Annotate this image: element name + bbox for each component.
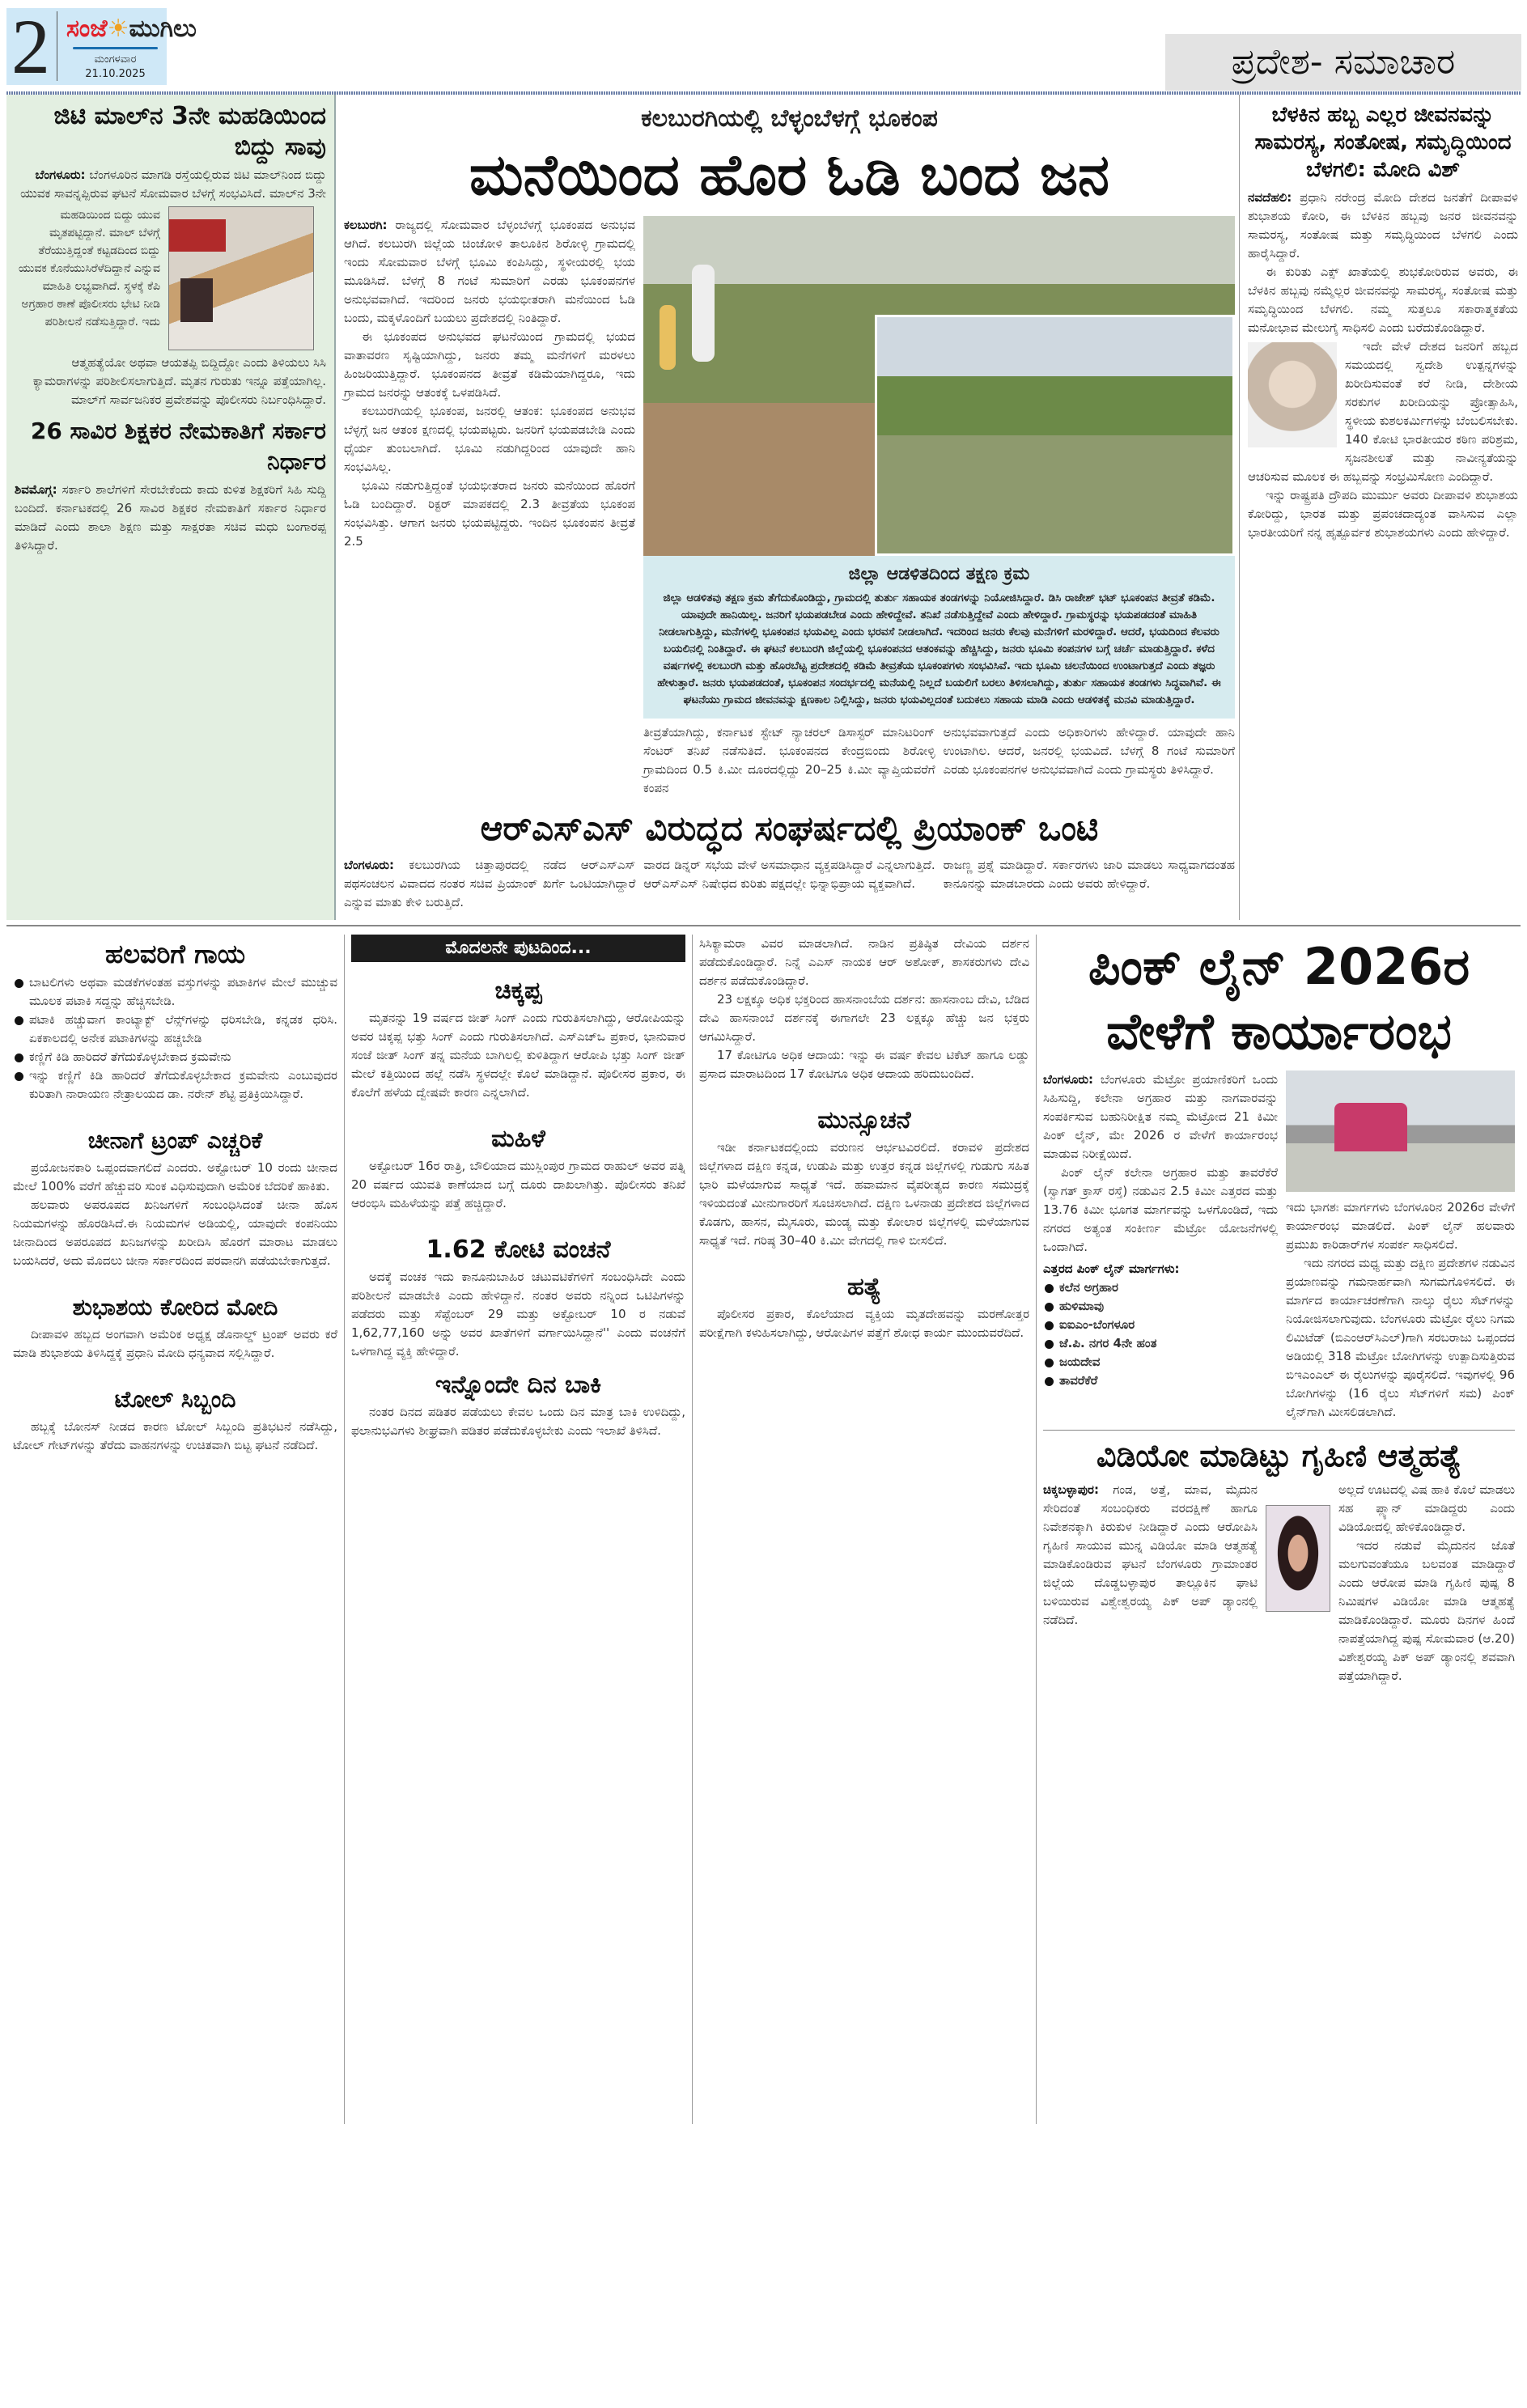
paragraph: ಈ ಕುರಿತು ಎಕ್ಸ್ ಖಾತೆಯಲ್ಲಿ ಶುಭಕೋರಿರುವ ಅವರು, ಈ ಬೆಳಕಿನ ಹಬ್ಬವು ನಮ್ಮೆಲ್ಲರ ಜೀವನವನ್ನು ಸಾಮರಸ್ಯ, ಸಂತೋಷ ಮತ್ತು ಸಮೃದ್ಧಿಯಿಂದ ಬೆಳಗಲಿ. ನಮ್ಮ ಸುತ್ತಲೂ ಸಕಾರಾತ್ಮಕತೆಯ ಮನೋಭಾವ ಮೇಲುಗೈ ಸಾಧಿಸಲಿ ಎಂದು ಬರೆದುಕೊಂಡಿದ್ದಾರೆ. — [1248, 265, 1518, 335]
dateline: ಚಿಕ್ಕಬಳ್ಳಾಪುರ: — [1043, 1482, 1099, 1497]
dateline: ಬೆಂಗಳೂರು: — [1043, 1072, 1094, 1087]
article-pink-line-right — [1286, 1070, 1515, 1422]
divider — [1043, 1430, 1515, 1431]
header-rule — [6, 91, 1521, 95]
article-rss-col1 — [344, 856, 635, 912]
paragraph: ಇದು ನಗರದ ಮಧ್ಯ ಮತ್ತು ದಕ್ಷಿಣ ಪ್ರದೇಶಗಳ ನಡುವಿನ ಪ್ರಯಾಣವನ್ನು ಗಮನಾರ್ಹವಾಗಿ ಸುಗಮಗೊಳಿಸಲಿದೆ. ಈ ಮಾರ್ಗದ ಕಾರ್ಯಾಚರಣೆಗಾಗಿ ನಾಲ್ಕು ರೈಲು ಸೆಟ್‌ಗಳನ್ನು ನಿಯೋಜಿಸಲಾಗುವುದು. ಬೆಂಗಳೂರು ಮೆಟ್ರೋ ರೈಲು ನಿಗಮ ಲಿಮಿಟೆಡ್ (ಬಿಎಂಆರ್‌ಸಿಎಲ್)ಗಾಗಿ ಸರಬರಾಜು ಒಪ್ಪಂದದ ಅಡಿಯಲ್ಲಿ 318 ಮೆಟ್ರೋ ಬೋಗಿಗಳನ್ನು ಉತ್ಪಾದಿಸುತ್ತಿರುವ ಬಿಇಎಂಎಲ್ ಈ ರೈಲುಗಳನ್ನು ಪೂರೈಸಲಿದೆ. ಇವುಗಳಲ್ಲಿ 96 ಬೋಗಿಗಳನ್ನು (16 ರೈಲು ಸೆಟ್‌ಗಳಿಗೆ ಸಮ) ಪಿಂಕ್ ಲೈನ್‌ಗಾಗಿ ಮೀಸಲಿಡಲಾಗಿದೆ. — [1286, 1256, 1515, 1419]
list-item: ಪಟಾಕಿ ಹಚ್ಚುವಾಗ ಕಾಂಟ್ಯಾಕ್ಟ್ ಲೆನ್ಸ್‌ಗಳನ್ನು ಧರಿಸಬೇಡಿ, ಕನ್ನಡಕ ಧರಿಸಿ. ಏಕಕಾಲದಲ್ಲಿ ಅನೇಕ ಪಟಾಕಿಗಳನ್ನು ಹಚ್ಚಬೇಡಿ — [13, 1011, 337, 1048]
route-item: ಜಯದೇವ — [1043, 1353, 1278, 1371]
body-text: ಸರ್ಕಾರಿ ಶಾಲೆಗಳಿಗೆ ಸೇರಬೇಕೆಂದು ಕಾದು ಕುಳಿತ ಶಿಕ್ಷಕರಿಗೆ ಸಿಹಿ ಸುದ್ದಿ ಬಂದಿದೆ. ಕರ್ನಾಟಕದಲ್ಲಿ 26 ಸಾವಿರ ಶಿಕ್ಷಕರ ನೇಮಕಾತಿಗೆ ಸರ್ಕಾರ ನಿರ್ಧಾರ ಮಾಡಿದೆ ಎಂದು ಶಾಲಾ ಶಿಕ್ಷಣ ಮತ್ತು ಸಾಕ್ಷರತಾ ಸಚಿವ ಮಧು ಬಂಗಾರಪ್ಪ ತಿಳಿಸಿದ್ದಾರೆ. — [15, 482, 326, 553]
paragraph: ಸಿಸಿಕ್ಯಾಮರಾ ವಿವರ ಮಾಡಲಾಗಿದೆ. ನಾಡಿನ ಪ್ರತಿಷ್ಠಿತ ದೇವಿಯ ದರ್ಶನ ಪಡೆದುಕೊಂಡಿದ್ದಾರೆ. ನಿನ್ನೆ ಎಎಸ್ ನಾಯಕ ಆರ್ ಅಶೋಕ್, ಶಾಸಕರುಗಳು ದೇವಿ ದರ್ಶನ ಪಡೆದುಕೊಂಡಿದ್ದಾರೆ. — [699, 936, 1029, 988]
continued-banner: ಮೊದಲನೇ ಪುಟದಿಂದ... — [351, 935, 685, 962]
headline: ಜಿಟಿ ಮಾಲ್‌ನ 3ನೇ ಮಹಡಿಯಿಂದ ಬಿದ್ದು ಸಾವು — [53, 102, 326, 161]
quake-layout — [344, 216, 1235, 798]
earthquake-photo-right — [875, 315, 1235, 556]
paragraph: ಪೊಲೀಸರ ಪ್ರಕಾರ, ಕೊಲೆಯಾದ ವ್ಯಕ್ತಿಯ ಮೃತದೇಹವನ್ನು ಮರಣೋತ್ತರ ಪರೀಕ್ಷೆಗಾಗಿ ಕಳುಹಿಸಲಾಗಿದ್ದು, ಆರೋಪಿಗಳ ಪತ್ತೆಗೆ ಶೋಧ ಕಾರ್ಯ ಮುಂದುವರೆದಿದೆ. — [699, 1307, 1029, 1340]
earthquake-photo-left — [643, 216, 1235, 556]
main-headline: ಮನೆಯಿಂದ ಹೊರ ಓಡಿ ಬಂದ ಜನ — [469, 142, 1109, 208]
dateline: ನವದೆಹಲಿ: — [1248, 190, 1292, 205]
tips-list — [13, 973, 337, 1104]
bottom-column-mid — [344, 935, 692, 2124]
dateline: ಕಲಬುರಗಿ: — [344, 218, 388, 232]
blur-box — [180, 278, 213, 322]
article-teachers — [15, 416, 326, 555]
bottom-column-right — [1036, 935, 1521, 2124]
paragraph: ಅದಕ್ಕೆ ವಂಚಕ ಇದು ಕಾನೂನುಬಾಹಿರ ಚಟುವಟಿಕೆಗಳಿಗೆ ಸಂಬಂಧಿಸಿದೇ ಎಂದು ಪರಿಶೀಲನೆ ಮಾಡಬೇಕಿ ಎಂದು ಹೇಳಿದ್ದಾನೆ. ನಂತರ ಅವರು ನನ್ನಿಂದ ಒಟಿಪಿಗಳನ್ನು ಪಡೆದರು ಮತ್ತು ಸೆಪ್ಟೆಂಬರ್ 29 ಮತ್ತು ಅಕ್ಟೋಬರ್ 10 ರ ನಡುವೆ 1,62,77,160 ಅನ್ನು ಅವರ ಖಾತೆಗಳಿಗೆ ವರ್ಗಾಯಿಸಿದ್ದಾನೆ'' ಎಂದು ವಂಚನೆಗೆ ಒಳಗಾಗಿದ್ದ ವ್ಯಕ್ತಿ ಹೇಳಿದ್ದಾರೆ. — [351, 1270, 685, 1359]
paragraph: ಇಡೀ ಕರ್ನಾಟಕದಲ್ಲಿಂದು ವರುಣನ ಆರ್ಭಟವಿರಲಿದೆ. ಕರಾವಳಿ ಪ್ರದೇಶದ ಜಿಲ್ಲೆಗಳಾದ ದಕ್ಷಿಣ ಕನ್ನಡ, ಉಡುಪಿ ಮತ್ತು ಉತ್ತರ ಕನ್ನಡ ಜಿಲ್ಲೆಗಳಲ್ಲಿ ಗುಡುಗು ಸಹಿತ ಭಾರಿ ಮಳೆಯಾಗುವ ಸಾಧ್ಯತೆ ಇದೆ. ಹವಾಮಾನ ವೈಪರೀತ್ಯದ ಕಾರಣ ಸಮುದ್ರಕ್ಕೆ ಇಳಿಯದಂತೆ ಮೀನುಗಾರರಿಗೆ ಸೂಚಿಸಲಾಗಿದೆ. ದಕ್ಷಿಣ ಒಳನಾಡು ಪ್ರದೇಶದ ಜಿಲ್ಲೆಗಳಾದ ಕೊಡಗು, ಹಾಸನ, ಮೈಸೂರು, ಮಂಡ್ಯ ಮತ್ತು ಕೋಲಾರ ಜಿಲ್ಲೆಗಳಲ್ಲಿ ಮಳೆಯಾಗುವ ಸಾಧ್ಯತೆ ಇದೆ. ಗರಿಷ್ಠ 30–40 ಕಿ.ಮೀ ವೇಗದಲ್ಲಿ ಗಾಳಿ ಬೀಸಲಿದೆ. — [699, 1140, 1029, 1248]
top-band — [6, 95, 1521, 920]
headline: ಪಿಂಕ್ ಲೈನ್ 2026ರ ವೇಳೆಗೆ ಕಾರ್ಯಾರಂಭ — [1088, 937, 1470, 1061]
body-text: ಆತ್ಮಹತ್ಯೆಯೋ ಅಥವಾ ಆಯತಪ್ಪಿ ಬಿದ್ದಿದ್ದೋ ಎಂದು ತಿಳಿಯಲು ಸಿಸಿ ಕ್ಯಾಮರಾಗಳನ್ನು ಪರಿಶೀಲಿಸಲಾಗುತ್ತಿದೆ. ಮೃತನ ಗುರುತು ಇನ್ನೂ ಪತ್ತೆಯಾಗಿಲ್ಲ. ಮಾಲ್‌ಗೆ ಸಾರ್ವಜನಿಕರ ಪ್ರವೇಶವನ್ನು ಪೊಲೀಸರು ನಿರ್ಬಂಧಿಸಿದ್ದಾರೆ. — [32, 355, 326, 407]
routes-title: ಎತ್ತರದ ಪಿಂಕ್ ಲೈನ್ ಮಾರ್ಗಗಳು: — [1043, 1261, 1180, 1276]
paragraph: ಮೃತನನ್ನು 19 ವರ್ಷದ ಜೀತ್ ಸಿಂಗ್ ಎಂದು ಗುರುತಿಸಲಾಗಿದ್ದು, ಆರೋಪಿಯನ್ನು ಅವರ ಚಿಕ್ಕಪ್ಪ ಭತ್ತು ಸಿಂಗ್ ಎಂದು ಗುರುತಿಸಲಾಗಿದೆ. ಎಸ್‌ಎಚ್‌ಒ ಪ್ರಕಾರ, ಭಾನುವಾರ ಸಂಜೆ ಜೀತ್ ಸಿಂಗ್ ತನ್ನ ಮನೆಯ ಬಾಗಿಲಲ್ಲಿ ಕುಳಿತಿದ್ದಾಗ ಆರೋಪಿ ಭತ್ತು ಸಿಂಗ್ ಜೀತ್ ಮೇಲೆ ಕತ್ತಿಯಿಂದ ಹಲ್ಲೆ ನಡೆಸಿ ಸ್ಥಳದಲ್ಲೇ ಕೊಲೆ ಮಾಡಿದ್ದಾನೆ. ಪೊಲೀಸರ ಪ್ರಕಾರ, ಈ ಕೊಲೆಗೆ ಹಳೆಯ ದ್ವೇಷವೇ ಕಾರಣ ಎನ್ನಲಾಗಿದೆ. — [351, 1011, 685, 1100]
article-pink-line — [1043, 1070, 1278, 1422]
article-rss — [344, 856, 1235, 912]
paragraph: ವಾರದ ಡಿನ್ನರ್ ಸಭೆಯ ವೇಳೆ ಅಸಮಾಧಾನ ವ್ಯಕ್ತಪಡಿಸಿದ್ದಾರೆ ಎನ್ನಲಾಗುತ್ತಿದೆ. ಆರ್‌ಎಸ್‌ಎಸ್ ನಿಷೇಧದ ಕುರಿತು ಪಕ್ಷದಲ್ಲೇ ಭಿನ್ನಾಭಿಪ್ರಾಯ ವ್ಯಕ್ತವಾಗಿದೆ. — [643, 858, 935, 891]
route-item: ಐಐಎಂ-ಬೆಂಗಳೂರ — [1043, 1316, 1278, 1334]
brand-name-red: ಸಂಜೆ — [66, 15, 108, 43]
paragraph: ತೀವ್ರತೆಯಾಗಿದ್ದು, ಕರ್ನಾಟಕ ಸ್ಟೇಟ್ ನ್ಯಾಚರಲ್ ಡಿಸಾಸ್ಟರ್ ಮಾನಿಟರಿಂಗ್ ಸೆಂಟರ್ ತನಿಖೆ ನಡೆಸುತಿದೆ. ಭೂಕಂಪನದ ಕೇಂದ್ರಬಿಂದು ಶಿರೋಳ್ಳಿ ಗ್ರಾಮದಿಂದ 0.5 ಕಿ.ಮೀ ದೂರದಲ್ಲಿದ್ದು 20–25 ಕಿ.ಮೀ ವ್ಯಾಪ್ತಿಯವರೆಗೆ ಕಂಪನ — [643, 725, 935, 795]
headline: ಹತ್ಯೆ — [846, 1273, 882, 1301]
list-item: ಇನ್ನು ಕಣ್ಣಿಗೆ ಕಿಡಿ ಹಾರಿದರೆ ತೆಗೆದುಕೊಳ್ಳಬೇಕಾದ ಕ್ರಮವೇನು ಎಂಬುವುದರ ಕುರಿತಾಗಿ ನಾರಾಯಣ ನೇತ್ರಾಲಯದ ಡಾ. ನರೇನ್ ಶೆಟ್ಟಿ ಪ್ರತಿಕ್ರಿಯಿಸಿದ್ದಾರೆ. — [13, 1066, 337, 1104]
person-figure — [692, 265, 715, 362]
mall-photo — [168, 206, 314, 350]
paragraph: ಗಂಡ, ಅತ್ತೆ, ಮಾವ, ಮೈದುನ ಸೇರಿದಂತೆ ಸಂಬಂಧಿಕರು ವರದಕ್ಷಿಣೆ ಹಾಗೂ ನಿವೇಶನಕ್ಕಾಗಿ ಕಿರುಕುಳ ನೀಡಿದ್ದಾರೆ ಎಂದು ಆರೋಪಿಸಿ ಗೃಹಿಣಿ ಸಾಯುವ ಮುನ್ನ ವಿಡಿಯೋ ಮಾಡಿ ಆತ್ಮಹತ್ಯೆ ಮಾಡಿಕೊಂಡಿರುವ ಘಟನೆ ಬೆಂಗಳೂರು ಗ್ರಾಮಾಂತರ ಜಿಲ್ಲೆಯ ದೊಡ್ಡಬಳ್ಳಾಪುರ ತಾಲ್ಲೂಕಿನ ಘಾಟಿ ಬಳಿಯಿರುವ ವಿಶ್ವೇಶ್ವರಯ್ಯ ಪಿಕ್ ಅಪ್ ಡ್ಯಾಂನಲ್ಲಿ ನಡೆದಿದೆ. — [1043, 1482, 1258, 1627]
paragraph: ಪ್ರಯೋಜನಕಾರಿ ಒಪ್ಪಂದವಾಗಲಿದೆ ಎಂದರು. ಅಕ್ಟೋಬರ್ 10 ರಂದು ಚೀನಾದ ಮೇಲೆ 100% ವರೆಗೆ ಹೆಚ್ಚುವರಿ ಸುಂಕ ವಿಧಿಸುವುದಾಗಿ ಅಮೆರಿಕ ಬೆದರಿಕೆ ಹಾಕಿತು. — [13, 1160, 337, 1193]
quake-continued — [643, 723, 1235, 798]
headline: ಹಲವರಿಗೆ ಗಾಯ — [105, 939, 245, 969]
headline: 1.62 ಕೋಟಿ ವಂಚನೆ — [426, 1236, 611, 1264]
paragraph: ದೀಪಾವಳಿ ಹಬ್ಬದ ಅಂಗವಾಗಿ ಅಮೆರಿಕ ಅಧ್ಯಕ್ಷ ಡೊನಾಲ್ಡ್ ಟ್ರಂಪ್ ಅವರು ಕರೆ ಮಾಡಿ ಶುಭಾಶಯ ತಿಳಿಸಿದ್ದಕ್ಕೆ ಪ್ರಧಾನಿ ಮೋದಿ ಧನ್ಯವಾದ ಸಲ್ಲಿಸಿದ್ದಾರೆ. — [13, 1327, 337, 1360]
paragraph: ಕಲಬುರಗಿಯ ಚಿತ್ತಾಪುರದಲ್ಲಿ ನಡೆದ ಆರ್‌ಎಸ್‌ಎಸ್ ಪಥಸಂಚಲನ ವಿವಾದದ ನಂತರ ಸಚಿವ ಪ್ರಿಯಾಂಕ್ ಖರ್ಗೆ ಒಂಟಿಯಾಗಿದ್ದಾರೆ ಎನ್ನುವ ಮಾತು ಕೇಳಿ ಬರುತ್ತಿದೆ. — [344, 858, 636, 909]
routes-list — [1043, 1278, 1278, 1390]
paragraph: ನಂತರ ದಿನದ ಪಡಿತರ ಪಡೆಯಲು ಕೇವಲ ಒಂದು ದಿನ ಮಾತ್ರ ಬಾಕಿ ಉಳಿದಿದ್ದು, ಫಲಾನುಭವಿಗಳು ಶೀಘ್ರವಾಗಿ ಪಡಿತರ ಪಡೆದುಕೊಳ್ಳಬೇಕು ಎಂದು ಇಲಾಖೆ ತಿಳಿಸಿದೆ. — [351, 1405, 685, 1438]
paragraph: ಪಿಂಕ್ ಲೈನ್ ಕಲೇನಾ ಅಗ್ರಹಾರ ಮತ್ತು ತಾವರೆಕೆರೆ (ಸ್ವಾಗತ್ ಕ್ರಾಸ್ ರಸ್ತೆ) ನಡುವಿನ 2.5 ಕಿಮೀ ಎತ್ತರದ ಮತ್ತು 13.76 ಕಿಮೀ ಭೂಗತ ಮಾರ್ಗವನ್ನು ಒಳಗೊಂಡಿದೆ, ಇದು ನಗರದ ಅತ್ಯಂತ ಸಂಕೀರ್ಣ ಮೆಟ್ರೋ ಯೋಜನೆಗಳಲ್ಲಿ ಒಂದಾಗಿದೆ. — [1043, 1165, 1278, 1254]
dateline: ಶಿವಮೊಗ್ಗ: — [15, 482, 57, 497]
paragraph: ಇದೇ ವೇಳೆ ದೇಶದ ಜನರಿಗೆ ಹಬ್ಬದ ಸಮಯದಲ್ಲಿ ಸ್ವದೇಶಿ ಉತ್ಪನ್ನಗಳನ್ನು ಖರೀದಿಸುವಂತೆ ಕರೆ ನೀಡಿ, ದೇಶೀಯ ಸರಕುಗಳ ಖರೀದಿಯನ್ನು ಪ್ರೋತ್ಸಾಹಿಸಿ, ಸ್ಥಳೀಯ ಕುಶಲಕರ್ಮಿಗಳನ್ನು ಬೆಂಬಲಿಸಬೇಕು. 140 ಕೋಟಿ ಭಾರತೀಯರ ಕಠಿಣ ಪರಿಶ್ರಮ, ಸೃಜನಶೀಲತೆ ಮತ್ತು ನಾವೀನ್ಯತೆಯನ್ನು ಆಚರಿಸುವ ಮೂಲಕ ಈ ಹಬ್ಬವನ್ನು ಸಂಭ್ರಮಿಸೋಣ ಎಂದಿದ್ದಾರೆ. — [1248, 339, 1518, 484]
paragraph: ಇದು ಭಾಗಶಃ ಮಾರ್ಗಗಳು ಬೆಂಗಳೂರಿನ 2026ರ ವೇಳೆಗೆ ಕಾರ್ಯಾರಂಭ ಮಾಡಲಿದೆ. ಪಿಂಕ್ ಲೈನ್ ಹಲವಾರು ಪ್ರಮುಖ ಕಾರಿಡಾರ್‌ಗಳ ಸಂಪರ್ಕ ಸಾಧಿಸಲಿದೆ. — [1286, 1200, 1515, 1252]
quake-media — [643, 216, 1235, 798]
bottom-column-left — [6, 935, 344, 2124]
route-item: ಹುಳಿಮಾವು — [1043, 1297, 1278, 1316]
caption-text: ಜಿಲ್ಲಾ ಆಡಳಿತವು ತಕ್ಷಣ ಕ್ರಮ ತೆಗೆದುಕೊಂಡಿದ್ದು, ಗ್ರಾಮದಲ್ಲಿ ತುರ್ತು ಸಹಾಯಕ ತಂಡಗಳನ್ನು ನಿಯೋಜಿಸಿದ್ದಾರೆ. ಡಿಸಿ ರಾಜೇಶ್ ಭಟ್ ಭೂಕಂಪನ ತೀವ್ರತೆ ಕಡಿಮೆ. ಯಾವುದೇ ಹಾನಿಯಿಲ್ಲ. ಜನರಿಗೆ ಭಯಪಡಬೇಡ ಎಂದು ಹೇಳಿದ್ದೇವೆ. ತನಿಖೆ ನಡೆಸುತ್ತಿದ್ದೇವೆ ಎಂದು ಹೇಳಿದ್ದಾರೆ. ಗ್ರಾಮಸ್ಥರನ್ನು ಭಯಪಡದಂತೆ ಮಾಹಿತಿ ನೀಡಲಾಗುತ್ತಿದ್ದು, ಮನೆಗಳಲ್ಲಿ ಭೂಕಂಪನ ಭಯವಿಲ್ಲ ಎಂದು ಭರವಸೆ ನೀಡಲಾಗಿದೆ. ಇದರಿಂದ ಜನರು ಕೆಲವು ಮನೆಗಳಿಗೆ ಮರಳಿದ್ದಾರೆ. ಆದರೆ, ಭಯದಿಂದ ಕೆಲವರು ಬಯಲಿನಲ್ಲಿ ನಿಂತಿದ್ದಾರೆ. ಈ ಘಟನೆ ಕಲಬುರಗಿ ಜಿಲ್ಲೆಯಲ್ಲಿ ಭೂಕಂಪನದ ಆತಂಕವನ್ನು ಹೆಚ್ಚಿಸಿದ್ದು, ಜನರು ಭೂಮಿ ಕಂಪನಗಳ ಬಗ್ಗೆ ಚರ್ಚೆ ಮಾಡುತ್ತಿದ್ದಾರೆ. ಕಳೆದ ವರ್ಷಗಳಲ್ಲಿ ಕಲಬುರಗಿ ಮತ್ತು ಹೊರಬೆಟ್ಟ ಪ್ರದೇಶದಲ್ಲಿ ಕಡಿಮೆ ತೀವ್ರತೆಯ ಭೂಕಂಪಗಳು ಸಂಭವಿಸಿವೆ. ಇದು ಭೂಮಿ ಚಲನೆಯಿಂದ ಉಂಟಾಗುತ್ತದೆ ಎಂದು ತಜ್ಞರು ಹೇಳುತ್ತಾರೆ. ಜನರು ಭಯಪಡದಂತೆ, ಭೂಕಂಪನ ಸಂದರ್ಭದಲ್ಲಿ ಮನೆಯಲ್ಲಿ ನಿಲ್ಲದೆ ಬಯಲಿಗೆ ಬರಲು ತಿಳಿಸಲಾಗಿದ್ದು, ತುರ್ತು ಸಹಾಯಕ ತಂಡಗಳು ಸಿದ್ಧವಾಗಿವೆ. ಈ ಘಟನೆಯು ಗ್ರಾಮದ ಜೀವನವನ್ನು ಕ್ಷಣಕಾಲ ನಿಲ್ಲಿಸಿದ್ದು, ಜನರು ಭಯವಿಲ್ಲದಂತೆ ಬದುಕಲು ಸಹಾಯ ಮಾಡಿ ಎಂದು ಆಡಳಿತಕ್ಕೆ ಮನವಿ ಮಾಡುತ್ತಿದ್ದಾರೆ. — [657, 591, 1221, 706]
article-suicide-left — [1043, 1481, 1258, 1630]
main-story-column — [336, 95, 1240, 920]
paragraph: 17 ಕೋಟಿಗೂ ಅಧಿಕ ಆದಾಯ: ಇನ್ನು ಈ ವರ್ಷ ಕೇವಲ ಟಿಕೆಟ್ ಹಾಗೂ ಲಡ್ಡು ಪ್ರಸಾದ ಮಾರಾಟದಿಂದ 17 ಕೋಟಿಗೂ ಅಧಿಕ ಆದಾಯ ಹರಿದುಬಂದಿದೆ. — [699, 1048, 1029, 1081]
headline: ಚೀನಾಗೆ ಟ್ರಂಪ್ ಎಚ್ಚರಿಕೆ — [87, 1127, 263, 1154]
brand-logo — [66, 15, 197, 43]
article-suicide — [1043, 1481, 1515, 1685]
paragraph: ಅಕ್ಟೋಬರ್ 16ರ ರಾತ್ರಿ, ಬೌಲಿಯಾದ ಮುಸ್ಲಿಂಪುರ ಗ್ರಾಮದ ರಾಹುಲ್ ಅವರ ಪತ್ನಿ 20 ವರ್ಷದ ಯುವತಿ ಕಾಣೆಯಾದ ಬಗ್ಗೆ ದೂರು ದಾಖಲಾಗಿತ್ತು. ಪೊಲೀಸರು ತನಿಖೆ ಆರಂಭಿಸಿ ಮಹಿಳೆಯನ್ನು ಪತ್ತೆ ಹಚ್ಚಿದ್ದಾರೆ. — [351, 1159, 685, 1210]
paragraph: ಹಲವಾರು ಅಪರೂಪದ ಖನಿಜಗಳಿಗೆ ಸಂಬಂಧಿಸಿದಂತೆ ಚೀನಾ ಹೊಸ ನಿಯಮಗಳನ್ನು ಹೊರಡಿಸಿದೆ.ಈ ನಿಯಮಗಳ ಅಡಿಯಲ್ಲಿ, ಯಾವುದೇ ಕಂಪನಿಯು ಚೀನಾದಿಂದ ಅಪರೂಪದ ಖನಿಜಗಳನ್ನು ಖರೀದಿಸಿ ಹೊರಗೆ ಮಾರಾಟ ಮಾಡಲು ಬಯಸಿದರೆ, ಅದು ಮೊದಲು ಚೀನಾ ಸರ್ಕಾರದಿಂದ ಪರವಾನಗಿ ಪಡೆಯಬೇಕಾಗುತ್ತದೆ. — [13, 1198, 337, 1268]
paragraph: ಹಬ್ಬಕ್ಕೆ ಬೋನಸ್ ನೀಡದ ಕಾರಣ ಟೋಲ್ ಸಿಬ್ಬಂದಿ ಪ್ರತಿಭಟನೆ ನಡೆಸಿದ್ದು, ಟೋಲ್ ಗೇಟ್‌ಗಳನ್ನು ತೆರೆದು ವಾಹನಗಳನ್ನು ಉಚಿತವಾಗಿ ಬಿಟ್ಟ ಘಟನೆ ನಡೆದಿದೆ. — [13, 1419, 337, 1452]
paragraph: ರಾಜಣ್ಣ ಪ್ರಶ್ನೆ ಮಾಡಿದ್ದಾರೆ. ಸರ್ಕಾರಗಳು ಜಾರಿ ಮಾಡಲು ಸಾಧ್ಯವಾಗದಂತಹ ಕಾನೂನನ್ನು ಮಾಡಬಾರದು ಎಂದು ಅವರು ಹೇಳಿದ್ದಾರೆ. — [943, 858, 1235, 891]
issue-day: ಮಂಗಳವಾರ — [94, 53, 137, 66]
list-item: ಬಾಟಲಿಗಳು ಅಥವಾ ಮಡಕೆಗಳಂತಹ ವಸ್ತುಗಳನ್ನು ಪಟಾಕಿಗಳ ಮೇಲೆ ಮುಚ್ಚುವ ಮೂಲಕ ಪಟಾಕಿ ಸದ್ದನ್ನು ಹೆಚ್ಚಿಸಬೇಡಿ. — [13, 973, 337, 1011]
route-item: ತಾವರೆಕೆರೆ — [1043, 1371, 1278, 1390]
issue-date: 21.10.2025 — [85, 68, 146, 80]
paragraph: ಈ ಭೂಕಂಪದ ಅನುಭವದ ಘಟನೆಯಿಂದ ಗ್ರಾಮದಲ್ಲಿ ಭಯದ ವಾತಾವರಣ ಸೃಷ್ಟಿಯಾಗಿದ್ದು, ಜನರು ತಮ್ಮ ಮನೆಗಳಿಗೆ ಮರಳಲು ಹಿಂಜರಿಯುತ್ತಿದ್ದಾರೆ. ಭೂಕಂಪನದ ತೀವ್ರತೆ ಕಡಿಮೆಯಾಗಿದ್ದರೂ, ಇದು ಗ್ರಾಮದ ಜನರನ್ನು ಆತಂಕಕ್ಕೆ ಒಳಪಡಿಸಿದೆ. — [344, 329, 635, 400]
metro-train-photo — [1286, 1070, 1515, 1192]
sun-logo-icon: ☀ — [107, 15, 129, 43]
paragraph: 23 ಲಕ್ಷಕ್ಕೂ ಅಧಿಕ ಭಕ್ತರಿಂದ ಹಾಸನಾಂಬೆಯ ದರ್ಶನ: ಹಾಸನಾಂಬ ದೇವಿ, ಬೆಡಿದ ದೇವಿ ಹಾಸನಾಂಬೆ ದರ್ಶನಕ್ಕೆ ಈಗಾಗಲೇ 23 ಲಕ್ಷಕ್ಕೂ ಹೆಚ್ಚು ಜನ ಭಕ್ತರು ಆಗಮಿಸಿದ್ದಾರೆ. — [699, 992, 1029, 1044]
bottom-band — [6, 926, 1521, 2124]
lead-text: ಬೆಂಗಳೂರಿನ ಮಾಗಡಿ ರಸ್ತೆಯಲ್ಲಿರುವ ಜಿಟಿ ಮಾಲ್‌ನಿಂದ ಬಿದ್ದು ಯುವಕ ಸಾವನ್ನಪ್ಪಿರುವ ಘಟನೆ ಸೋಮವಾರ ಬೆಳಗ್ಗೆ ಸಂಭವಿಸಿದೆ. ಮಾಲ್‌ನ 3ನೇ — [20, 167, 326, 201]
side-text: ಮಹಡಿಯಿಂದ ಬಿದ್ದು ಯುವ ಮೃತಪಟ್ಟಿದ್ದಾನೆ. ಮಾಲ್ ಬೆಳಗ್ಗೆ ತೆರೆಯುತ್ತಿದ್ದಂತೆ ಕಟ್ಟಡದಿಂದ ಬಿದ್ದು ಯುವಕ ಕೊನೆಯುಸಿರೆಳೆದಿದ್ದಾನೆ ಎನ್ನುವ ಮಾಹಿತಿ ಲಭ್ಯವಾಗಿದೆ. ಸ್ಥಳಕ್ಕೆ ಕೆಪಿ ಅಗ್ರಹಾರ ಠಾಣೆ ಪೊಲೀಸರು ಭೇಟಿ ನೀಡಿ ಪರಿಶೀಲನೆ ನಡೆಸುತ್ತಿದ್ದಾರೆ. ಇದು — [18, 209, 160, 329]
article-pink-line-layout — [1043, 1070, 1515, 1422]
caption-title: ಜಿಲ್ಲಾ ಆಡಳಿತದಿಂದ ತಕ್ಷಣ ಕ್ರಮ — [848, 564, 1030, 584]
headline: ವಿಡಿಯೋ ಮಾಡಿಟ್ಟು ಗೃಹಿಣಿ ಆತ್ಮಹತ್ಯೆ — [1096, 1438, 1462, 1473]
headline: ಮಹಿಳೆ — [491, 1125, 545, 1153]
child-figure — [660, 305, 676, 370]
paragraph: ರಾಜ್ಯದಲ್ಲಿ ಸೋಮವಾರ ಬೆಳ್ಳಂಬೆಳಗ್ಗೆ ಭೂಕಂಪದ ಅನುಭವ ಆಗಿದೆ. ಕಲಬುರಗಿ ಜಿಲ್ಲೆಯ ಚಿಂಚೋಳಿ ತಾಲೂಕಿನ ಶಿರೋಳ್ಳಿ ಗ್ರಾಮದಲ್ಲಿ ಇಂದು ಸೋಮವಾರ ಬೆಳಗ್ಗೆ ಭೂಮಿ ಕಂಪಿಸಿದ್ದು, ಸ್ಥಳೀಯರಲ್ಲಿ ಭಯ ಮೂಡಿಸಿದೆ. ಬೆಳಗ್ಗೆ 8 ಗಂಟೆ ಸುಮಾರಿಗೆ ಎರಡು ಭೂಕಂಪನಗಳ ಅನುಭವವಾಗಿದೆ. ಇದರಿಂದ ಜನರು ಭಯಭೀತರಾಗಿ ಮನೆಯಿಂದ ಓಡಿ ಬಂದು, ಮಕ್ಕಳೊಂದಿಗೆ ಬಯಲು ಪ್ರದೇಶದಲ್ಲಿ ನಿಂತಿದ್ದಾರೆ. — [344, 218, 635, 325]
list-item: ಕಣ್ಣಿಗೆ ಕಿಡಿ ಹಾರಿದರೆ ತೆಗೆದುಕೊಳ್ಳಬೇಕಾದ ಕ್ರಮವೇನು — [13, 1048, 337, 1066]
headline: ಬೆಳಕಿನ ಹಬ್ಬ ಎಲ್ಲರ ಜೀವನವನ್ನು ಸಾಮರಸ್ಯ, ಸಂತೋಷ, ಸಮೃದ್ಧಿಯಿಂದ ಬೆಳಗಲಿ: ಮೋದಿ ವಿಶ್ — [1254, 103, 1512, 182]
headline: ಇನ್ನೊಂದೇ ದಿನ ಬಾಕಿ — [435, 1371, 602, 1399]
red-box — [169, 219, 226, 252]
route-item: ಜೆ.ಪಿ. ನಗರ 4ನೇ ಹಂತ — [1043, 1334, 1278, 1353]
headline: ಟೋಲ್ ಸಿಬ್ಬಂದಿ — [114, 1386, 236, 1413]
brand-name: ಮುಗಿಲು — [129, 15, 197, 43]
victim-photo — [1266, 1505, 1330, 1612]
route-item: ಕಲೆನ ಅಗ್ರಹಾರ — [1043, 1278, 1278, 1297]
modi-photo — [1248, 342, 1337, 447]
headline: ಮುನ್ಸೂಚನೆ — [817, 1106, 911, 1134]
headline: ಚಿಕ್ಕಪ್ಪ — [494, 977, 542, 1005]
paragraph: ಅನುಭವವಾಗುತ್ತದೆ ಎಂದು ಅಧಿಕಾರಿಗಳು ಹೇಳಿದ್ದಾರೆ. ಯಾವುದೇ ಹಾನಿ ಉಂಟಾಗಿಲ. ಆದರೆ, ಜನರಲ್ಲಿ ಭಯವಿದೆ. ಬೆಳಗ್ಗೆ 8 ಗಂಟೆ ಸುಮಾರಿಗೆ ಎರಡು ಭೂಕಂಪನಗಳ ಅನುಭವವಾಗಿದೆ ಎಂದು ಗ್ರಾಮಸ್ಥರು ತಿಳಿಸಿದ್ದಾರೆ. — [943, 725, 1235, 777]
train-icon — [1334, 1103, 1407, 1151]
article-quake-body — [344, 216, 635, 798]
caption-box — [643, 556, 1235, 719]
article-jt-mall — [15, 101, 326, 409]
paragraph: ಕಲಬುರಗಿಯಲ್ಲಿ ಭೂಕಂಪ, ಜನರಲ್ಲಿ ಆತಂಕ: ಭೂಕಂಪದ ಅನುಭವ ಬೆಳ್ಳಗ್ಗೆ ಜನ ಆತಂಕ ಕ್ಷಣದಲ್ಲಿ ಭಯಪಟ್ಟರು. ಜನರಿಗೆ ಭಯಪಡಬೇಡಿ ಎಂದು ಧೈರ್ಯ ತುಂಬಲಾಗಿದೆ. ಭೂಮಿ ನಡುಗಿದ್ದರಿಂದ ಯಾವುದೇ ಹಾನಿ ಸಂಭವಿಸಿಲ್ಲ. — [344, 404, 635, 474]
bottom-column-third — [692, 935, 1036, 2124]
dateline: ಬೆಂಗಳೂರು: — [344, 858, 395, 872]
paragraph: ಇದರ ನಡುವೆ ಮೈದುನನ ಜೊತೆ ಮಲಗುವಂತೆಯೂ ಬಲವಂತ ಮಾಡಿದ್ದಾರೆ ಎಂದು ಆರೋಪ ಮಾಡಿ ಗೃಹಿಣಿ ಪುಷ್ಪ 8 ನಿಮಿಷಗಳ ವಿಡಿಯೋ ಮಾಡಿ ಆತ್ಮಹತ್ಯೆ ಮಾಡಿಕೊಂಡಿದ್ದಾರೆ. ಮೂರು ದಿನಗಳ ಹಿಂದೆ ನಾಪತ್ತೆಯಾಗಿದ್ದ ಪುಷ್ಪ ಸೋಮವಾರ (ಆ.20) ವಿಶೇಶ್ವರಯ್ಯ ಪಿಕ್ ಅಪ್ ಡ್ಯಾಂನಲ್ಲಿ ಶವವಾಗಿ ಪತ್ತೆಯಾಗಿದ್ದಾರೆ. — [1338, 1538, 1515, 1683]
page-number: 2 — [11, 3, 50, 90]
paragraph: ಇನ್ನು ರಾಷ್ಟ್ರಪತಿ ದ್ರೌಪದಿ ಮುರ್ಮು ಅವರು ದೀಪಾವಳಿ ಶುಭಾಶಯ ಕೋರಿದ್ದು, ಭಾರತ ಮತ್ತು ಪ್ರಪಂಚದಾದ್ಯಂತ ವಾಸಿಸುವ ಎಲ್ಲಾ ಭಾರತೀಯರಿಗೆ ನನ್ನ ಹೃತ್ಪೂರ್ವಕ ಶುಭಾಶಯಗಳು ಎಂದು ಹೇಳಿದ್ದಾರೆ. — [1248, 488, 1518, 540]
article-suicide-right — [1338, 1481, 1515, 1685]
headline: ಶುಭಾಶಯ ಕೋರಿದ ಮೋದಿ — [72, 1294, 278, 1321]
brand-underline — [73, 47, 158, 49]
paragraph: ಭೂಮಿ ನಡುಗುತ್ತಿದ್ದಂತೆ ಭಯಭೀತರಾದ ಜನರು ಮನೆಯಿಂದ ಹೊರಗೆ ಓಡಿ ಬಂದಿದ್ದಾರೆ. ರಿಕ್ಟರ್ ಮಾಪಕದಲ್ಲಿ 2.3 ತೀವ್ರತೆಯ ಭೂಕಂಪ ಸಂಭವಿಸಿತ್ತು. ಆಗಾಗ ಜನರು ಭಯಪಟ್ಟಿದ್ದರು. ಇಂದಿನ ಭೂಕಂಪನ ತೀವ್ರತೆ 2.5 — [344, 478, 635, 549]
article-modi — [1240, 95, 1521, 920]
sidebar-column — [6, 95, 336, 920]
masthead — [0, 0, 1527, 95]
dateline: ಬೆಂಗಳೂರು: — [35, 167, 86, 182]
kicker: ಕಲಬುರಗಿಯಲ್ಲಿ ಬೆಳ್ಳಂಬೆಳಗ್ಗೆ ಭೂಕಂಪ — [641, 104, 938, 133]
headline: ಆರ್‌ಎಸ್‌ಎಸ್ ವಿರುದ್ಧದ ಸಂಘರ್ಷದಲ್ಲಿ ಪ್ರಿಯಾಂಕ್ ಒಂಟಿ — [480, 808, 1099, 848]
headline: 26 ಸಾವಿರ ಶಿಕ್ಷಕರ ನೇಮಕಾತಿಗೆ ಸರ್ಕಾರ ನಿರ್ಧಾರ — [30, 418, 326, 475]
paragraph: ಅಲ್ಲದೆ ಊಟದಲ್ಲಿ ವಿಷ ಹಾಕಿ ಕೊಲೆ ಮಾಡಲು ಸಹ ಪ್ಲ್ಯಾನ್ ಮಾಡಿದ್ದರು ಎಂದು ವಿಡಿಯೋದಲ್ಲಿ ಹೇಳಿಕೊಂಡಿದ್ದಾರೆ. — [1338, 1482, 1515, 1534]
section-title: ಪ್ರದೇಶ- ಸಮಾಚಾರ — [1165, 34, 1521, 91]
paragraph: ಪ್ರಧಾನಿ ನರೇಂದ್ರ ಮೋದಿ ದೇಶದ ಜನತೆಗೆ ದೀಪಾವಳಿ ಶುಭಾಶಯ ಕೋರಿ, ಈ ಬೆಳಕಿನ ಹಬ್ಬವು ಜನರ ಜೀವನವನ್ನು ಸಾಮರಸ್ಯ, ಸಂತೋಷ ಮತ್ತು ಸಮೃದ್ಧಿಯಿಂದ ಬೆಳಗಲಿ ಎಂದು ಹಾರೈಸಿದ್ದಾರೆ. — [1248, 190, 1518, 261]
paragraph: ಬೆಂಗಳೂರು ಮೆಟ್ರೋ ಪ್ರಯಾಣಿಕರಿಗೆ ಒಂದು ಸಿಹಿಸುದ್ದಿ, ಕಲೇನಾ ಅಗ್ರಹಾರ ಮತ್ತು ನಾಗವಾರವನ್ನು ಸಂಪರ್ಕಿಸುವ ಬಹುನಿರೀಕ್ಷಿತ ನಮ್ಮ ಮೆಟ್ರೋದ 21 ಕಿಮೀ ಪಿಂಕ್ ಲೈನ್, ಮೇ 2026 ರ ವೇಳೆಗೆ ಕಾರ್ಯಾರಂಭ ಮಾಡುವ ನಿರೀಕ್ಷೆಯಿದೆ. — [1043, 1072, 1278, 1161]
